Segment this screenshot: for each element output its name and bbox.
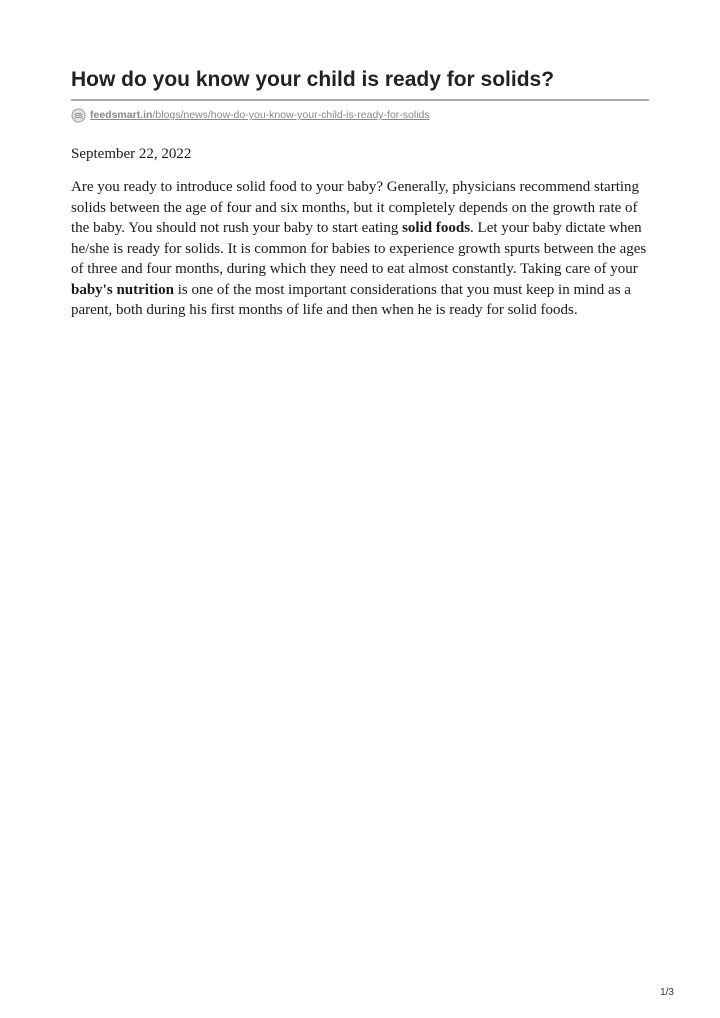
bold-phrase-babys-nutrition: baby's nutrition xyxy=(71,281,174,298)
article-paragraph xyxy=(71,177,649,321)
paragraph-text: Are you ready to introduce solid food to your baby? Generally, physicians recommend starting solids between the age of four and six months, but it completely depends on the growth rate of the baby. You should not rush your baby to start eating xyxy=(71,179,640,236)
title-divider xyxy=(71,99,649,101)
article-date: September 22, 2022 xyxy=(71,146,192,162)
feed-icon xyxy=(71,108,86,123)
source-domain: feedsmart.in xyxy=(90,109,153,121)
bold-phrase-solid-foods: solid foods xyxy=(402,220,471,236)
source-link[interactable] xyxy=(90,109,430,121)
page-number: 1/3 xyxy=(660,987,674,998)
source-path: /blogs/news/how-do-you-know-your-child-is-ready-for-solids xyxy=(152,109,430,121)
paragraph-text: . Let your baby dictate when he/she is ready for solids. It is common for babies to experience growth spurts between the ages of three and four months, during which they need to eat almost constantly. Taking care of your xyxy=(71,220,647,277)
article-title: How do you know your child is ready for solids? xyxy=(71,68,555,91)
paragraph-text: is one of the most important considerations that you must keep in mind as a parent, both during his first months of life and then when he is ready for solid foods. xyxy=(71,281,631,318)
source-line xyxy=(71,107,430,123)
